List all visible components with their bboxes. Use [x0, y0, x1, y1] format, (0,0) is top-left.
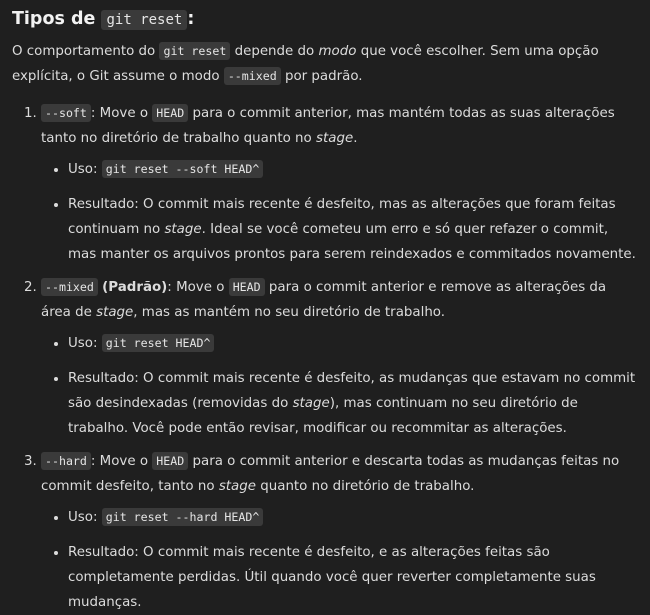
usage-code: git reset --soft HEAD^	[102, 160, 264, 178]
usage-item	[68, 505, 638, 530]
sub-list	[41, 331, 638, 441]
reset-types-list	[12, 101, 638, 615]
item-text: para o commit anterior e descarta todas as mudanças feitas no commit desfeito, tanto no	[41, 454, 620, 494]
result-emphasis: stage	[164, 222, 202, 237]
flag-code: --hard	[41, 452, 91, 470]
result-item	[68, 192, 638, 267]
intro-text: depende do	[234, 44, 315, 59]
heading-colon: :	[187, 9, 195, 29]
intro-text: O comportamento do	[12, 44, 156, 59]
section-heading	[12, 6, 638, 33]
usage-code: git reset HEAD^	[102, 334, 215, 352]
item-emphasis: stage	[218, 479, 256, 494]
item-text: para o commit anterior, mas mantém todas as suas alterações tanto no diretório de trabalho quanto no	[41, 106, 615, 146]
heading-code: git reset	[101, 10, 187, 30]
intro-code-mixed: --mixed	[224, 67, 281, 85]
item-text: : Move o	[167, 280, 225, 295]
intro-text: que você escolher. Sem uma opção explícita, o Git assume o modo	[12, 44, 599, 84]
flag-code: --mixed	[41, 278, 98, 296]
result-item	[68, 540, 638, 615]
intro-emphasis: modo	[318, 44, 357, 59]
item-text: , mas as mantém no seu diretório de trabalho.	[133, 305, 446, 320]
item-emphasis: stage	[96, 305, 134, 320]
sub-list	[41, 157, 638, 267]
item-emphasis: stage	[316, 131, 354, 146]
head-code: HEAD	[152, 104, 188, 122]
list-item-soft	[41, 101, 638, 267]
usage-code: git reset --hard HEAD^	[102, 508, 264, 526]
item-text: .	[353, 131, 358, 146]
intro-text: por padrão.	[284, 69, 363, 84]
result-emphasis: stage	[292, 396, 330, 411]
usage-item	[68, 331, 638, 356]
usage-label: Uso:	[68, 510, 98, 525]
sub-list	[41, 505, 638, 615]
item-text: quanto no diretório de trabalho.	[260, 479, 475, 494]
flag-code: --soft	[41, 104, 91, 122]
intro-code-git-reset: git reset	[159, 42, 230, 60]
result-text: . Ideal se você cometeu um erro e só quer refazer o commit, mas manter os arquivos prontos para serem reindexados e commitados novamente.	[68, 222, 636, 262]
list-item-hard	[41, 449, 638, 615]
item-text: : Move o	[90, 454, 149, 469]
item-text: para o commit anterior e remove as alterações da área de	[41, 280, 607, 320]
intro-paragraph	[12, 39, 638, 89]
result-item	[68, 366, 638, 441]
default-label: (Padrão)	[102, 280, 168, 295]
item-text: : Move o	[90, 106, 149, 121]
result-text: ), mas continuam no seu diretório de trabalho. Você pode então revisar, modificar ou recommitar as alterações.	[68, 396, 578, 436]
result-text: Resultado: O commit mais recente é desfeito, e as alterações feitas são completamente perdidas. Útil quando você quer reverter completamente suas mudanças.	[68, 545, 596, 610]
list-item-mixed	[41, 275, 638, 441]
head-code: HEAD	[152, 452, 188, 470]
usage-item	[68, 157, 638, 182]
result-text: Resultado: O commit mais recente é desfeito, mas as alterações que foram feitas continuam no	[68, 197, 616, 237]
head-code: HEAD	[229, 278, 265, 296]
usage-label: Uso:	[68, 162, 98, 177]
heading-text: Tipos de	[12, 9, 96, 29]
usage-label: Uso:	[68, 336, 98, 351]
result-text: Resultado: O commit mais recente é desfeito, as mudanças que estavam no commit são desindexadas (removidas do	[68, 371, 636, 411]
